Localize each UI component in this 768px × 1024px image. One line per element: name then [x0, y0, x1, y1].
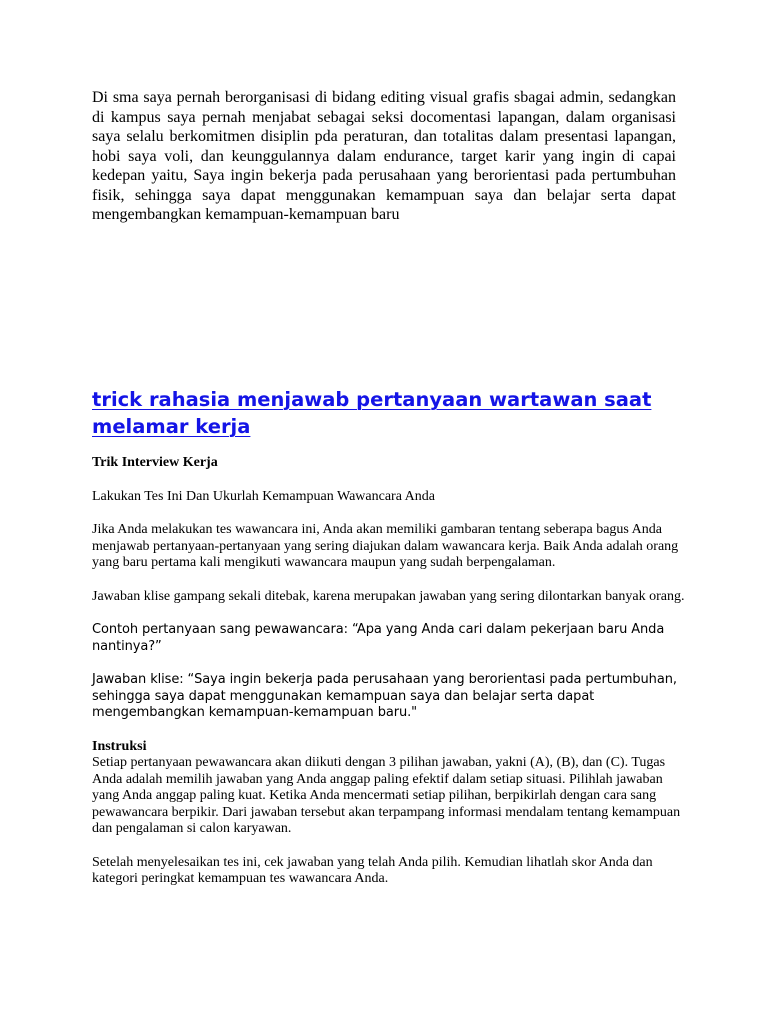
article-paragraph-2: Jawaban klise gampang sekali ditebak, karena merupakan jawaban yang sering dilontarkan banyak orang. — [92, 588, 685, 604]
instructions-block — [92, 739, 692, 838]
example-question: Contoh pertanyaan sang pewawancara: “Apa yang Anda cari dalam pekerjaan baru Anda nantinya?” — [92, 622, 665, 654]
article-body — [92, 455, 692, 905]
instructions-text: Setiap pertanyaan pewawancara akan diikuti dengan 3 pilihan jawaban, yakni (A), (B), dan (C). Tugas Anda adalah memilih jawaban yang Anda anggap paling efektif dalam setiap situasi. Pilihlah jawaban yang Anda anggap paling kuat. Ketika Anda mencermati setiap pilihan, berpikirlah dengan cara sang pewawancara berpikir. Dari jawaban tersebut akan terpampang informasi mendalam tentang kemampuan dan pengalaman si calon karyawan. — [92, 755, 681, 836]
intro-paragraph: Di sma saya pernah berorganisasi di bidang editing visual grafis sbagai admin, sedangkan di kampus saya pernah menjabat sebagai seksi docomentasi lapangan, dalam organisasi saya selalu berkomitmen disiplin pda peraturan, dan totalitas dalam presentasi lapangan, hobi saya voli, dan keunggulannya dalam endurance, target karir yang ingin di capai kedepan yaitu, Saya ingin bekerja pada perusahaan yang berorientasi pada pertumbuhan fisik, sehingga saya dapat menggunakan kemampuan saya dan belajar serta dapat mengembangkan kemampuan-kemampuan baru — [92, 89, 676, 223]
cliche-answer: Jawaban klise: “Saya ingin bekerja pada perusahaan yang berorientasi pada pertumbuhan, sehingga saya dapat menggunakan kemampuan saya dan belajar serta dapat mengembangkan kemampuan-kemampuan baru." — [92, 672, 677, 720]
closing-paragraph: Setelah menyelesaikan tes ini, cek jawaban yang telah Anda pilih. Kemudian lihatlah skor Anda dan kategori peringkat kemampuan tes wawancara Anda. — [92, 854, 653, 886]
instructions-label: Instruksi — [92, 738, 147, 754]
article-paragraph-1: Jika Anda melakukan tes wawancara ini, Anda akan memiliki gambaran tentang seberapa bagus Anda menjawab pertanyaan-pertanyaan yang sering diajukan dalam wawancara kerja. Baik Anda adalah orang yang baru pertama kali mengikuti wawancara maupun yang sudah berpengalaman. — [92, 522, 679, 570]
article-title-link[interactable]: trick rahasia menjawab pertanyaan wartawan saat melamar kerja — [92, 388, 652, 438]
intro-section — [92, 88, 676, 225]
article-lead: Lakukan Tes Ini Dan Ukurlah Kemampuan Wawancara Anda — [92, 488, 435, 504]
article-subheading: Trik Interview Kerja — [92, 455, 218, 470]
